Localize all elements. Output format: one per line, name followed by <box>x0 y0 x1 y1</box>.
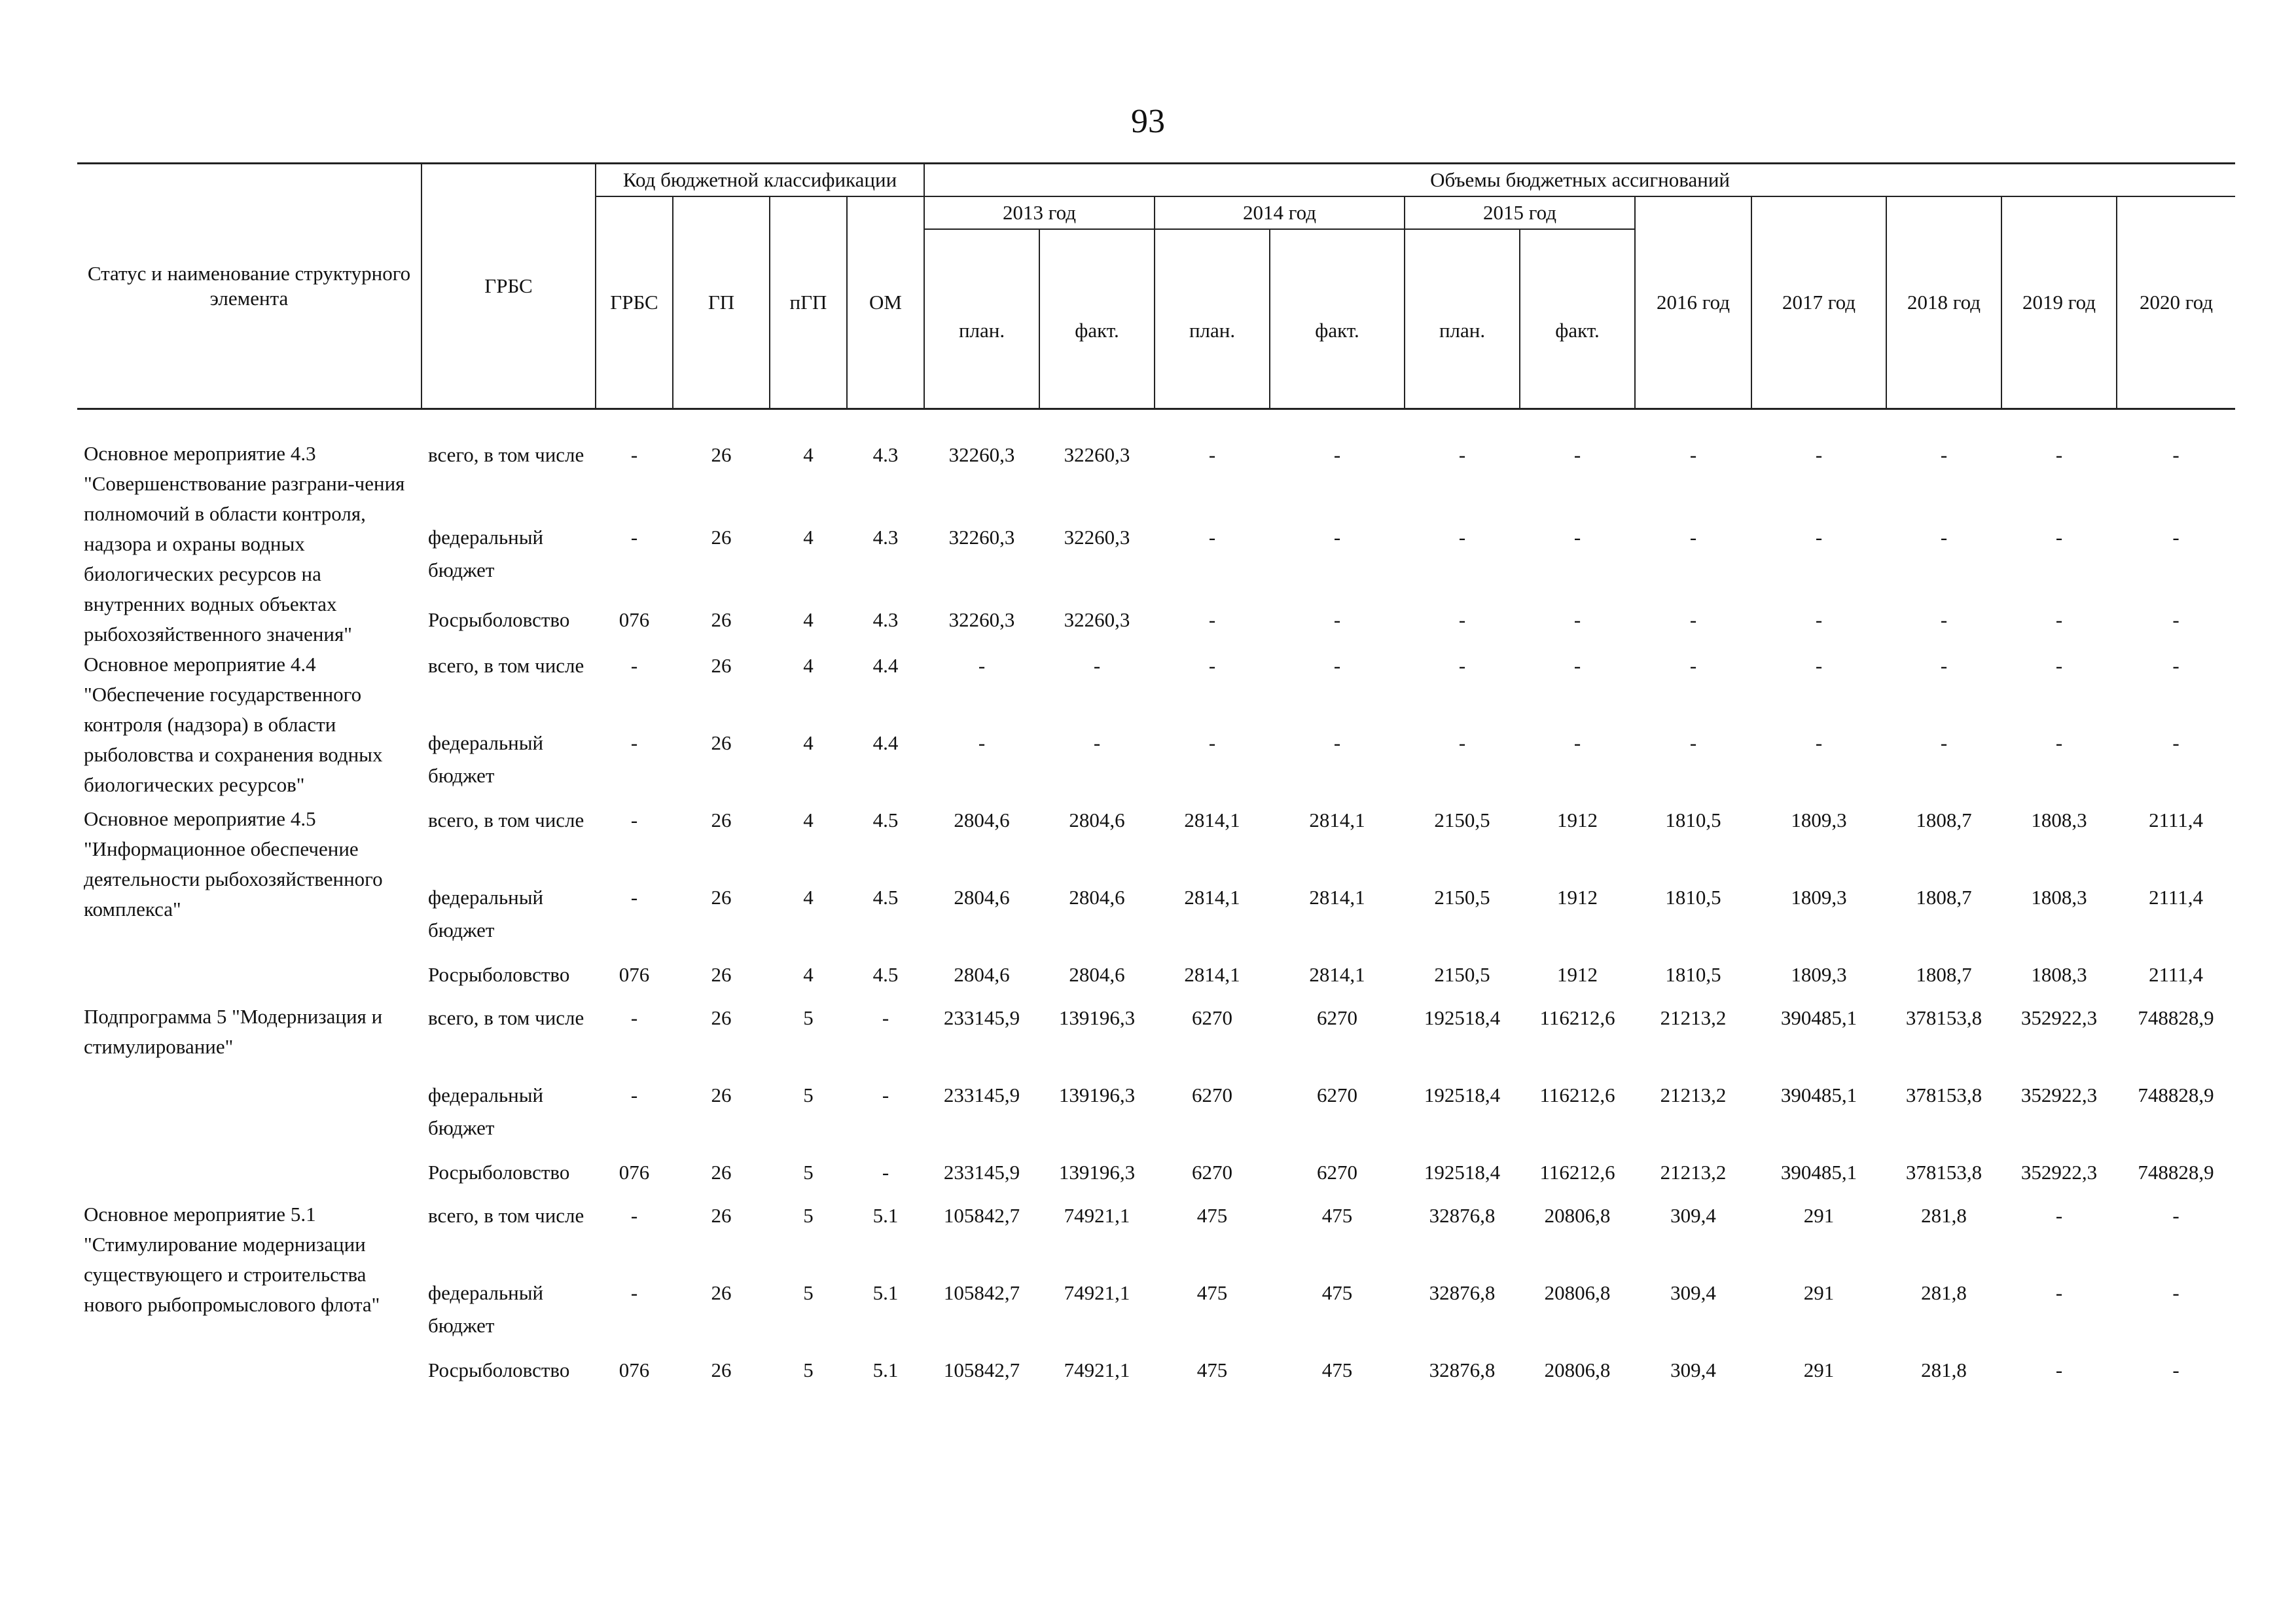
value-fact-2015: 116212,6 <box>1539 1084 1615 1106</box>
row-type: всего, в том числе <box>428 1006 584 1029</box>
value-plan-2013: 2804,6 <box>954 886 1010 909</box>
value-plan-2015: 2150,5 <box>1434 886 1490 909</box>
value-2018: - <box>1940 525 1948 549</box>
value-plan-2013: 233145,9 <box>943 1006 1020 1029</box>
value-fact-2014: 6270 <box>1317 1161 1358 1184</box>
value-2018: - <box>1940 654 1948 677</box>
code-gp: 26 <box>711 963 732 986</box>
value-2020: 748828,9 <box>2138 1084 2214 1106</box>
value-fact-2014: - <box>1333 731 1341 754</box>
value-2016: 21213,2 <box>1660 1006 1727 1029</box>
value-2018: 281,8 <box>1921 1204 1967 1227</box>
value-2018: 378153,8 <box>1905 1084 1982 1106</box>
status-cell: Основное мероприятие 4.3 "Совершенствование разграни-чения полномочий в области контроля, надзора и охраны водных биологических ресурсов на внутренних водных объектах рыбохозяйственного значения" <box>84 442 405 646</box>
row-type: федеральный бюджет <box>428 1281 544 1337</box>
code-pgp: 4 <box>803 608 814 631</box>
header-year-2018: 2018 год <box>1886 196 2001 409</box>
value-2019: - <box>2055 525 2063 549</box>
header-plan-2014: план. <box>1155 229 1270 409</box>
table-body <box>77 409 2235 1398</box>
value-fact-2014: - <box>1333 443 1341 466</box>
value-2016: - <box>1689 731 1697 754</box>
row-type: Росрыболовство <box>428 1359 570 1381</box>
value-2020: 748828,9 <box>2138 1161 2214 1184</box>
code-gp: 26 <box>711 1006 732 1029</box>
value-2020: - <box>2172 443 2179 466</box>
value-plan-2015: 2150,5 <box>1434 963 1490 986</box>
header-year-2019: 2019 год <box>2001 196 2117 409</box>
value-2020: - <box>2172 1281 2179 1304</box>
code-gp: 26 <box>711 608 732 631</box>
value-2018: 1808,7 <box>1916 963 1972 986</box>
value-plan-2015: 32876,8 <box>1429 1281 1496 1304</box>
value-plan-2014: 2814,1 <box>1184 963 1240 986</box>
value-2019: - <box>2055 608 2063 631</box>
value-plan-2014: - <box>1208 525 1216 549</box>
row-type: федеральный бюджет <box>428 1084 544 1139</box>
value-2017: 291 <box>1803 1281 1835 1304</box>
code-pgp: 5 <box>803 1281 814 1304</box>
code-pgp: 5 <box>803 1084 814 1106</box>
value-2019: - <box>2055 1204 2063 1227</box>
row-type: Росрыболовство <box>428 963 570 986</box>
value-2020: 2111,4 <box>2149 963 2204 986</box>
value-2017: - <box>1815 731 1823 754</box>
header-fact-2013: факт. <box>1039 229 1155 409</box>
value-plan-2014: - <box>1208 654 1216 677</box>
code-pgp: 5 <box>803 1359 814 1381</box>
value-plan-2014: - <box>1208 608 1216 631</box>
value-plan-2015: 32876,8 <box>1429 1359 1496 1381</box>
value-2020: - <box>2172 525 2179 549</box>
row-type: всего, в том числе <box>428 654 584 677</box>
value-2017: 1809,3 <box>1791 963 1847 986</box>
code-pgp: 4 <box>803 886 814 909</box>
header-plan-2013: план. <box>924 229 1039 409</box>
value-plan-2014: 475 <box>1196 1281 1228 1304</box>
value-2019: 1808,3 <box>2031 963 2087 986</box>
value-fact-2013: 139196,3 <box>1058 1084 1136 1106</box>
code-gp: 26 <box>711 654 732 677</box>
code-grbs: - <box>630 443 638 466</box>
value-2019: 352922,3 <box>2020 1084 2098 1106</box>
value-plan-2013: 2804,6 <box>954 809 1010 831</box>
value-fact-2013: 74921,1 <box>1064 1281 1130 1304</box>
value-2018: - <box>1940 443 1948 466</box>
value-2016: 21213,2 <box>1660 1161 1727 1184</box>
value-fact-2015: - <box>1573 608 1581 631</box>
code-om: 4.4 <box>872 654 899 677</box>
code-grbs: - <box>630 1281 638 1304</box>
value-2019: 1808,3 <box>2031 886 2087 909</box>
value-fact-2015: 20806,8 <box>1544 1204 1611 1227</box>
value-plan-2015: - <box>1458 443 1466 466</box>
value-2017: - <box>1815 525 1823 549</box>
value-fact-2013: 32260,3 <box>1064 608 1130 631</box>
value-fact-2014: 475 <box>1321 1281 1353 1304</box>
value-2017: - <box>1815 654 1823 677</box>
code-om: 5.1 <box>872 1204 899 1227</box>
value-fact-2015: - <box>1573 443 1581 466</box>
code-pgp: 5 <box>803 1204 814 1227</box>
code-grbs: - <box>630 809 638 831</box>
code-pgp: 5 <box>803 1161 814 1184</box>
table-row <box>77 649 2235 727</box>
value-2020: - <box>2172 1359 2179 1381</box>
value-plan-2014: 2814,1 <box>1184 886 1240 909</box>
value-2017: 390485,1 <box>1780 1006 1857 1029</box>
code-grbs: - <box>630 886 638 909</box>
value-2018: 281,8 <box>1921 1281 1967 1304</box>
value-fact-2015: 20806,8 <box>1544 1281 1611 1304</box>
row-type: Росрыболовство <box>428 608 570 631</box>
value-fact-2015: 116212,6 <box>1539 1006 1615 1029</box>
value-2018: - <box>1940 731 1948 754</box>
row-type: федеральный бюджет <box>428 886 544 941</box>
value-fact-2014: - <box>1333 525 1341 549</box>
value-2018: 1808,7 <box>1916 886 1972 909</box>
code-grbs: 076 <box>619 963 650 986</box>
header-year-2013: 2013 год <box>924 196 1155 229</box>
header-code-gp: ГП <box>673 196 770 409</box>
header-year-2016: 2016 год <box>1635 196 1751 409</box>
value-2016: 1810,5 <box>1665 886 1721 909</box>
value-2017: 1809,3 <box>1791 886 1847 909</box>
row-type: Росрыболовство <box>428 1161 570 1184</box>
code-gp: 26 <box>711 1204 732 1227</box>
value-plan-2015: - <box>1458 731 1466 754</box>
value-plan-2015: 192518,4 <box>1424 1006 1501 1029</box>
header-allocations: Объемы бюджетных ассигнований <box>924 164 2235 197</box>
header-year-2020: 2020 год <box>2117 196 2235 409</box>
value-plan-2013: 233145,9 <box>943 1161 1020 1184</box>
value-plan-2015: - <box>1458 525 1466 549</box>
value-2020: 748828,9 <box>2138 1006 2214 1029</box>
row-type: всего, в том числе <box>428 443 584 466</box>
value-2019: 352922,3 <box>2020 1161 2098 1184</box>
row-type: федеральный бюджет <box>428 731 544 787</box>
value-plan-2013: 105842,7 <box>943 1281 1020 1304</box>
value-plan-2014: - <box>1208 731 1216 754</box>
value-2016: 309,4 <box>1670 1281 1716 1304</box>
value-2017: - <box>1815 443 1823 466</box>
value-2016: - <box>1689 525 1697 549</box>
code-pgp: 4 <box>803 654 814 677</box>
value-fact-2014: 2814,1 <box>1309 809 1365 831</box>
value-fact-2015: 1912 <box>1557 809 1598 831</box>
value-2020: - <box>2172 654 2179 677</box>
code-gp: 26 <box>711 1161 732 1184</box>
value-2020: 2111,4 <box>2149 809 2204 831</box>
value-2020: - <box>2172 731 2179 754</box>
value-2019: - <box>2055 1359 2063 1381</box>
value-fact-2013: - <box>1093 731 1101 754</box>
code-om: 4.3 <box>872 443 899 466</box>
value-fact-2015: - <box>1573 731 1581 754</box>
value-plan-2013: 32260,3 <box>948 608 1015 631</box>
value-plan-2015: 32876,8 <box>1429 1204 1496 1227</box>
value-plan-2013: - <box>978 654 986 677</box>
value-plan-2014: 475 <box>1196 1204 1228 1227</box>
code-grbs: - <box>630 731 638 754</box>
value-fact-2015: - <box>1573 654 1581 677</box>
value-2016: 1810,5 <box>1665 809 1721 831</box>
header-year-2015: 2015 год <box>1405 196 1635 229</box>
value-2016: 309,4 <box>1670 1359 1716 1381</box>
value-2018: - <box>1940 608 1948 631</box>
value-fact-2013: 74921,1 <box>1064 1204 1130 1227</box>
value-fact-2014: 475 <box>1321 1204 1353 1227</box>
value-fact-2014: 6270 <box>1317 1006 1358 1029</box>
code-om: - <box>882 1084 889 1106</box>
value-2020: 2111,4 <box>2149 886 2204 909</box>
code-gp: 26 <box>711 525 732 549</box>
value-plan-2014: 6270 <box>1192 1161 1233 1184</box>
value-fact-2014: 2814,1 <box>1309 886 1365 909</box>
value-2020: - <box>2172 608 2179 631</box>
code-om: - <box>882 1161 889 1184</box>
code-pgp: 4 <box>803 809 814 831</box>
value-2016: 1810,5 <box>1665 963 1721 986</box>
code-grbs: - <box>630 654 638 677</box>
value-fact-2014: 2814,1 <box>1309 963 1365 986</box>
value-2019: 352922,3 <box>2020 1006 2098 1029</box>
value-plan-2014: 6270 <box>1192 1006 1233 1029</box>
value-plan-2014: 6270 <box>1192 1084 1233 1106</box>
code-om: 4.3 <box>872 608 899 631</box>
code-om: 5.1 <box>872 1281 899 1304</box>
header-year-2014: 2014 год <box>1155 196 1405 229</box>
status-cell: Основное мероприятие 5.1 "Стимулирование модернизации существующего и строительства нового рыбопромыслового флота" <box>84 1203 380 1316</box>
value-fact-2015: - <box>1573 525 1581 549</box>
value-plan-2014: 475 <box>1196 1359 1228 1381</box>
value-2017: 390485,1 <box>1780 1084 1857 1106</box>
value-plan-2015: - <box>1458 608 1466 631</box>
budget-table <box>77 162 2235 1397</box>
header-plan-2015: план. <box>1405 229 1520 409</box>
value-2017: 1809,3 <box>1791 809 1847 831</box>
table-row <box>77 439 2235 521</box>
value-fact-2015: 1912 <box>1557 886 1598 909</box>
value-2017: 291 <box>1803 1359 1835 1381</box>
value-2018: 281,8 <box>1921 1359 1967 1381</box>
code-om: 4.5 <box>872 809 899 831</box>
code-grbs: - <box>630 1204 638 1227</box>
code-pgp: 4 <box>803 525 814 549</box>
value-fact-2013: - <box>1093 654 1101 677</box>
status-cell: Основное мероприятие 4.5 "Информационное обеспечение деятельности рыбохозяйственного комплекса" <box>84 807 383 921</box>
header-code-grbs: ГРБС <box>596 196 673 409</box>
code-gp: 26 <box>711 886 732 909</box>
value-2017: - <box>1815 608 1823 631</box>
code-om: 4.3 <box>872 525 899 549</box>
code-grbs: - <box>630 525 638 549</box>
header-grbs: ГРБС <box>422 164 596 409</box>
value-fact-2013: 32260,3 <box>1064 525 1130 549</box>
value-fact-2015: 116212,6 <box>1539 1161 1615 1184</box>
value-fact-2013: 2804,6 <box>1069 886 1125 909</box>
value-plan-2013: - <box>978 731 986 754</box>
code-pgp: 4 <box>803 443 814 466</box>
row-type: всего, в том числе <box>428 1204 584 1227</box>
value-plan-2015: 192518,4 <box>1424 1084 1501 1106</box>
value-2019: - <box>2055 443 2063 466</box>
code-grbs: - <box>630 1006 638 1029</box>
code-pgp: 5 <box>803 1006 814 1029</box>
value-2020: - <box>2172 1204 2179 1227</box>
value-plan-2014: - <box>1208 443 1216 466</box>
header-code-pgp: пГП <box>770 196 847 409</box>
value-2017: 291 <box>1803 1204 1835 1227</box>
value-2019: - <box>2055 1281 2063 1304</box>
code-grbs: 076 <box>619 1359 650 1381</box>
value-fact-2013: 139196,3 <box>1058 1161 1136 1184</box>
row-type: федеральный бюджет <box>428 525 544 581</box>
status-cell: Подпрограмма 5 "Модернизация и стимулирование" <box>84 1005 383 1058</box>
value-2016: 309,4 <box>1670 1204 1716 1227</box>
code-om: 4.5 <box>872 886 899 909</box>
header-status: Статус и наименование структурного элемента <box>77 164 422 409</box>
table-header <box>77 164 2235 409</box>
table-row <box>77 1002 2235 1079</box>
value-fact-2014: 475 <box>1321 1359 1353 1381</box>
value-2019: - <box>2055 731 2063 754</box>
code-gp: 26 <box>711 1281 732 1304</box>
header-fact-2014: факт. <box>1270 229 1405 409</box>
header-code-om: ОМ <box>847 196 924 409</box>
value-2016: - <box>1689 443 1697 466</box>
code-pgp: 4 <box>803 963 814 986</box>
row-type: всего, в том числе <box>428 809 584 831</box>
value-fact-2013: 2804,6 <box>1069 809 1125 831</box>
value-plan-2015: - <box>1458 654 1466 677</box>
value-2016: - <box>1689 654 1697 677</box>
code-gp: 26 <box>711 443 732 466</box>
value-plan-2013: 2804,6 <box>954 963 1010 986</box>
value-plan-2014: 2814,1 <box>1184 809 1240 831</box>
value-fact-2014: - <box>1333 654 1341 677</box>
code-gp: 26 <box>711 1359 732 1381</box>
code-om: 4.4 <box>872 731 899 754</box>
value-fact-2013: 32260,3 <box>1064 443 1130 466</box>
value-plan-2013: 32260,3 <box>948 525 1015 549</box>
value-2018: 378153,8 <box>1905 1161 1982 1184</box>
code-grbs: 076 <box>619 1161 650 1184</box>
header-year-2017: 2017 год <box>1751 196 1886 409</box>
value-plan-2015: 2150,5 <box>1434 809 1490 831</box>
page-number: 93 <box>1131 103 1165 140</box>
header-fact-2015: факт. <box>1520 229 1635 409</box>
value-fact-2014: 6270 <box>1317 1084 1358 1106</box>
code-om: 5.1 <box>872 1359 899 1381</box>
code-gp: 26 <box>711 809 732 831</box>
value-2018: 1808,7 <box>1916 809 1972 831</box>
value-plan-2013: 105842,7 <box>943 1359 1020 1381</box>
code-gp: 26 <box>711 731 732 754</box>
value-plan-2013: 233145,9 <box>943 1084 1020 1106</box>
code-om: - <box>882 1006 889 1029</box>
value-fact-2015: 1912 <box>1557 963 1598 986</box>
value-fact-2015: 20806,8 <box>1544 1359 1611 1381</box>
value-2017: 390485,1 <box>1780 1161 1857 1184</box>
code-gp: 26 <box>711 1084 732 1106</box>
status-cell: Основное мероприятие 4.4 "Обеспечение государственного контроля (надзора) в области рыболовства и сохранения водных биологических ресурсов" <box>84 653 383 796</box>
value-2016: - <box>1689 608 1697 631</box>
value-2018: 378153,8 <box>1905 1006 1982 1029</box>
value-fact-2013: 139196,3 <box>1058 1006 1136 1029</box>
value-plan-2015: 192518,4 <box>1424 1161 1501 1184</box>
code-pgp: 4 <box>803 731 814 754</box>
value-fact-2014: - <box>1333 608 1341 631</box>
value-plan-2013: 105842,7 <box>943 1204 1020 1227</box>
value-2016: 21213,2 <box>1660 1084 1727 1106</box>
code-om: 4.5 <box>872 963 899 986</box>
code-grbs: - <box>630 1084 638 1106</box>
value-2019: 1808,3 <box>2031 809 2087 831</box>
value-2019: - <box>2055 654 2063 677</box>
table-row <box>77 804 2235 881</box>
table-row <box>77 1199 2235 1277</box>
header-budget-code: Код бюджетной классификации <box>596 164 924 197</box>
value-fact-2013: 74921,1 <box>1064 1359 1130 1381</box>
code-grbs: 076 <box>619 608 650 631</box>
value-plan-2013: 32260,3 <box>948 443 1015 466</box>
value-fact-2013: 2804,6 <box>1069 963 1125 986</box>
